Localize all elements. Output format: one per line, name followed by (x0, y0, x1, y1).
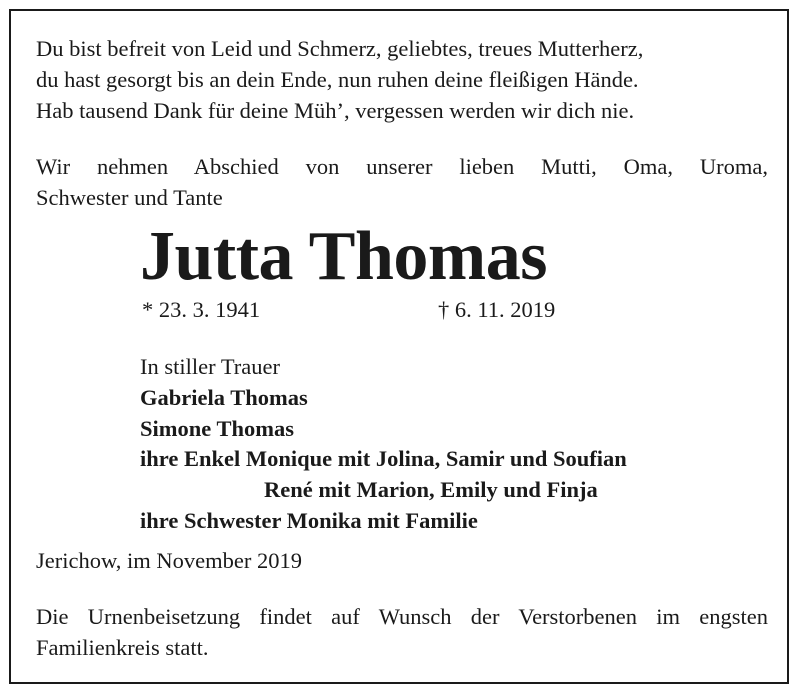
mourner-line-4: René mit Marion, Emily und Finja (264, 477, 598, 502)
farewell-line-1: Wir nehmen Abschied von unserer lieben Mutti, Oma, Uroma, (36, 154, 768, 179)
place-date: Jerichow, im November 2019 (36, 548, 302, 573)
poem-line-2: du hast gesorgt bis an dein Ende, nun ruhen deine fleißigen Hände. (36, 67, 639, 92)
mourner-line-1: Gabriela Thomas (140, 385, 308, 410)
notice-line-2: Familienkreis statt. (36, 635, 209, 660)
notice-line-1: Die Urnenbeisetzung findet auf Wunsch der Verstorbenen im engsten (36, 604, 768, 629)
death-date: † 6. 11. 2019 (438, 297, 556, 322)
deceased-name: Jutta Thomas (140, 218, 547, 295)
birth-date: * 23. 3. 1941 (142, 297, 261, 322)
mourning-intro: In stiller Trauer (140, 354, 280, 379)
farewell-line-2: Schwester und Tante (36, 185, 223, 210)
mourner-line-3: ihre Enkel Monique mit Jolina, Samir und Soufian (140, 446, 627, 471)
poem-line-1: Du bist befreit von Leid und Schmerz, geliebtes, treues Mutterherz, (36, 36, 644, 61)
mourner-line-5: ihre Schwester Monika mit Familie (140, 508, 478, 533)
poem-line-3: Hab tausend Dank für deine Müh’, vergessen werden wir dich nie. (36, 98, 635, 123)
mourner-line-2: Simone Thomas (140, 416, 294, 441)
